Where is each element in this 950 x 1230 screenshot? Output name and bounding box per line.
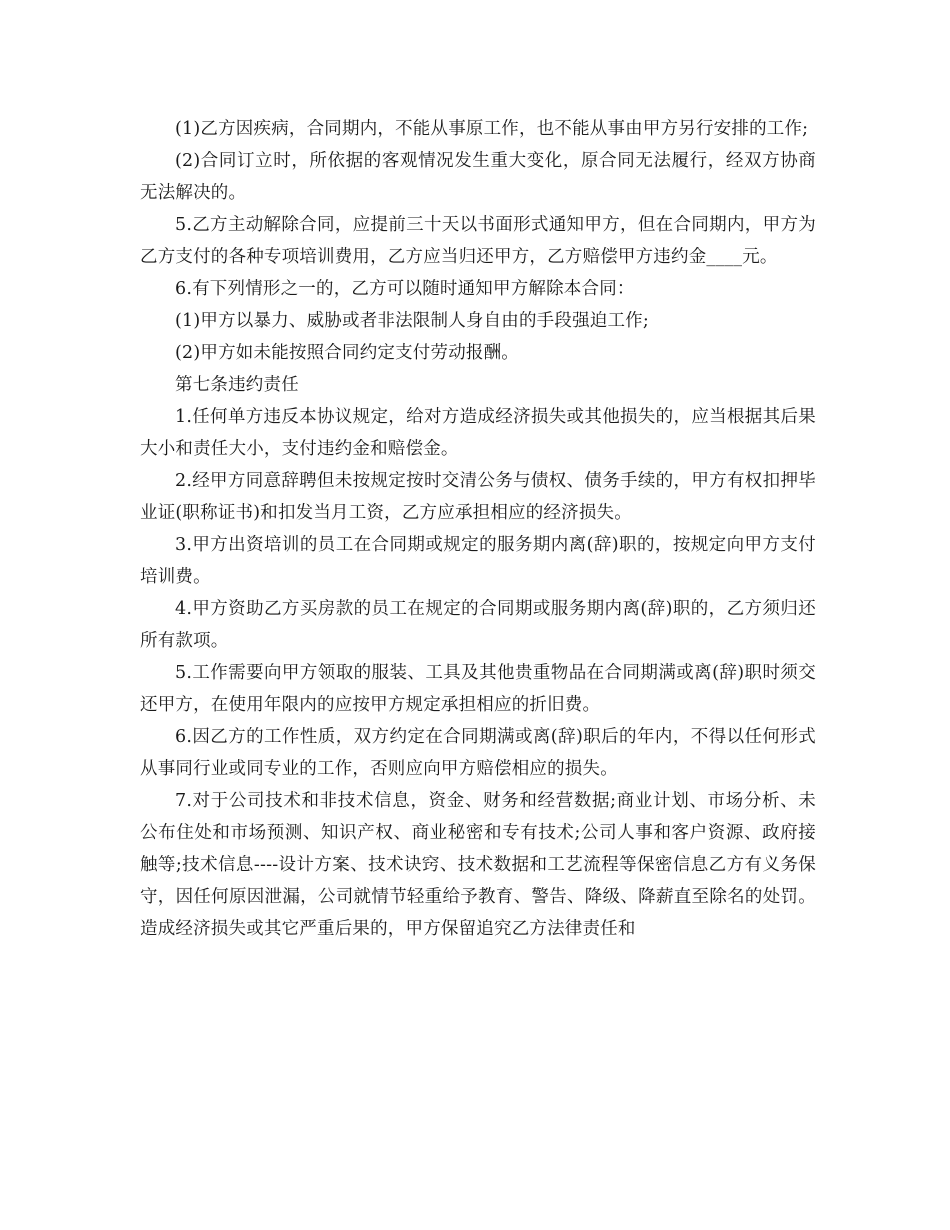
paragraph: 5.工作需要向甲方领取的服装、工具及其他贵重物品在合同期满或离(辞)职时须交还甲方，在使用年限内的应按甲方规定承担相应的折旧费。 <box>140 663 816 715</box>
paragraph: (1)甲方以暴力、威胁或者非法限制人身自由的手段强迫工作; <box>175 311 649 331</box>
paragraph: 3.甲方出资培训的员工在合同期或规定的服务期内离(辞)职的，按规定向甲方支付培训费。 <box>140 535 816 587</box>
paragraph: 6.有下列情形之一的，乙方可以随时通知甲方解除本合同： <box>175 279 635 299</box>
document-body <box>140 113 816 945</box>
paragraph: (2)甲方如未能按照合同约定支付劳动报酬。 <box>175 343 519 363</box>
paragraph: (1)乙方因疾病，合同期内，不能从事原工作，也不能从事由甲方另行安排的工作; <box>175 119 809 139</box>
paragraph: 2.经甲方同意辞聘但未按规定按时交清公务与债权、债务手续的，甲方有权扣押毕业证(职称证书)和扣发当月工资，乙方应承担相应的经济损失。 <box>140 471 816 523</box>
paragraph: 5.乙方主动解除合同，应提前三十天以书面形式通知甲方，但在合同期内，甲方为乙方支付的各种专项培训费用，乙方应当归还甲方，乙方赔偿甲方违约金____元。 <box>140 215 816 267</box>
paragraph: 6.因乙方的工作性质，双方约定在合同期满或离(辞)职后的年内，不得以任何形式从事同行业或同专业的工作，否则应向甲方赔偿相应的损失。 <box>140 727 816 779</box>
paragraph: (2)合同订立时，所依据的客观情况发生重大变化，原合同无法履行，经双方协商无法解决的。 <box>140 151 816 203</box>
section-heading: 第七条违约责任 <box>175 375 299 395</box>
paragraph: 1.任何单方违反本协议规定，给对方造成经济损失或其他损失的，应当根据其后果大小和责任大小，支付违约金和赔偿金。 <box>140 407 816 459</box>
paragraph: 7.对于公司技术和非技术信息，资金、财务和经营数据;商业计划、市场分析、未公布住处和市场预测、知识产权、商业秘密和专有技术;公司人事和客户资源、政府接触等;技术信息----设计方案、技术诀窍、技术数据和工艺流程等保密信息乙方有义务保守，因任何原因泄漏，公司就情节轻重给予教育、警告、降级、降薪直至除名的处罚。造成经济损失或其它严重后果的，甲方保留追究乙方法律责任和 <box>140 791 816 939</box>
paragraph: 4.甲方资助乙方买房款的员工在规定的合同期或服务期内离(辞)职的，乙方须归还所有款项。 <box>140 599 816 651</box>
